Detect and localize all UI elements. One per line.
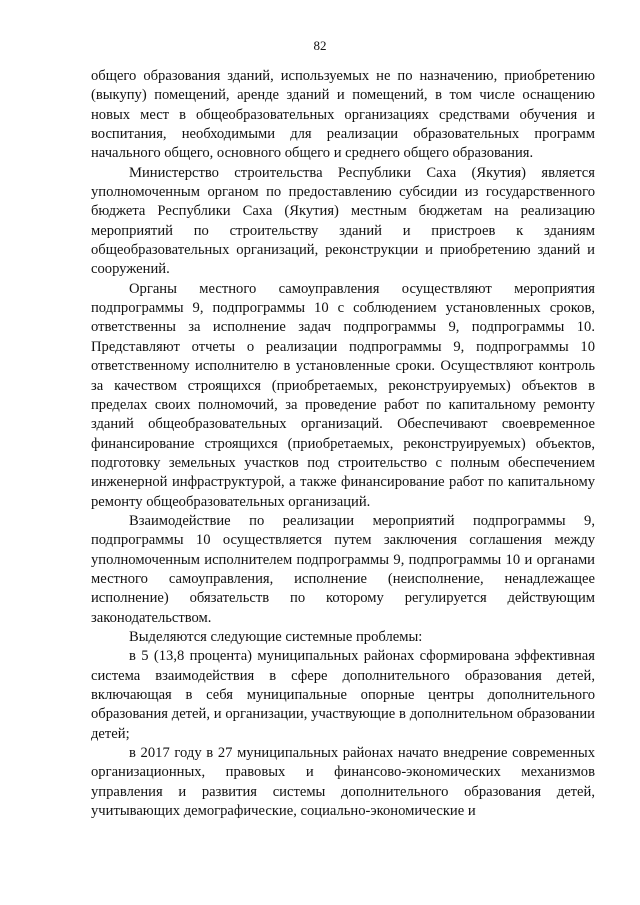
paragraph-problem-1: в 5 (13,8 процента) муниципальных районах сформирована эффективная система взаимодействия в сфере дополнительного образования детей, включающая в себя муниципальные опорные центры дополнительного образования детей, и организации, участвующие в дополнительном образовании детей; <box>91 648 595 742</box>
paragraph-ministry-role: Министерство строительства Республики Саха (Якутия) является уполномоченным органом по предоставлению субсидии из государственного бюджета Республики Саха (Якутия) местным бюджетам на реализацию мероприятий по строительству зданий и пристроев к зданиям общеобразовательных организаций, реконструкции и приобретению зданий и сооружений. <box>91 164 595 278</box>
paragraph-interaction: Взаимодействие по реализации мероприятий подпрограммы 9, подпрограммы 10 осуществляется путем заключения соглашения между уполномоченным исполнителем подпрограммы 9, подпрограммы 10 и органами местного самоуправления, исполнение (неисполнение, ненадлежащее исполнение) обязательств по которому регулируется действующим законодательством. <box>91 512 595 626</box>
paragraph-problem-2: в 2017 году в 27 муниципальных районах начато внедрение современных организационных, правовых и финансово-экономических механизмов управления и развития системы дополнительного образования детей, учитывающих демографические, социально-экономические и <box>91 745 595 820</box>
document-body <box>91 67 595 821</box>
paragraph-local-government: Органы местного самоуправления осуществляют мероприятия подпрограммы 9, подпрограммы 10 с соблюдением установленных сроков, ответственны за исполнение задач подпрограммы 9, подпрограммы 10. Представляют отчеты о реализации подпрограммы 9, подпрограммы 10 ответственному исполнителю в установленные сроки. Осуществляют контроль за качеством строящихся (приобретаемых, реконструируемых) объектов в пределах своих полномочий, за проведение работ по капитальному ремонту зданий общеобразовательных организаций. Обеспечивают своевременное финансирование строящихся (приобретаемых, реконструируемых) объектов, подготовку земельных участков под строительство с полным обеспечением инженерной инфраструктурой, а также финансирование работ по капитальному ремонту общеобразовательных организаций. <box>91 280 595 510</box>
paragraph-continuation: общего образования зданий, используемых не по назначению, приобретению (выкупу) помещений, аренде зданий и помещений, в том числе оснащению новых мест в общеобразовательных организациях средствами обучения и воспитания, необходимыми для реализации образовательных программ начального общего, основного общего и среднего общего образования. <box>91 68 595 162</box>
page-number: 82 <box>313 38 327 53</box>
paragraph-problems-intro: Выделяются следующие системные проблемы: <box>129 628 423 645</box>
